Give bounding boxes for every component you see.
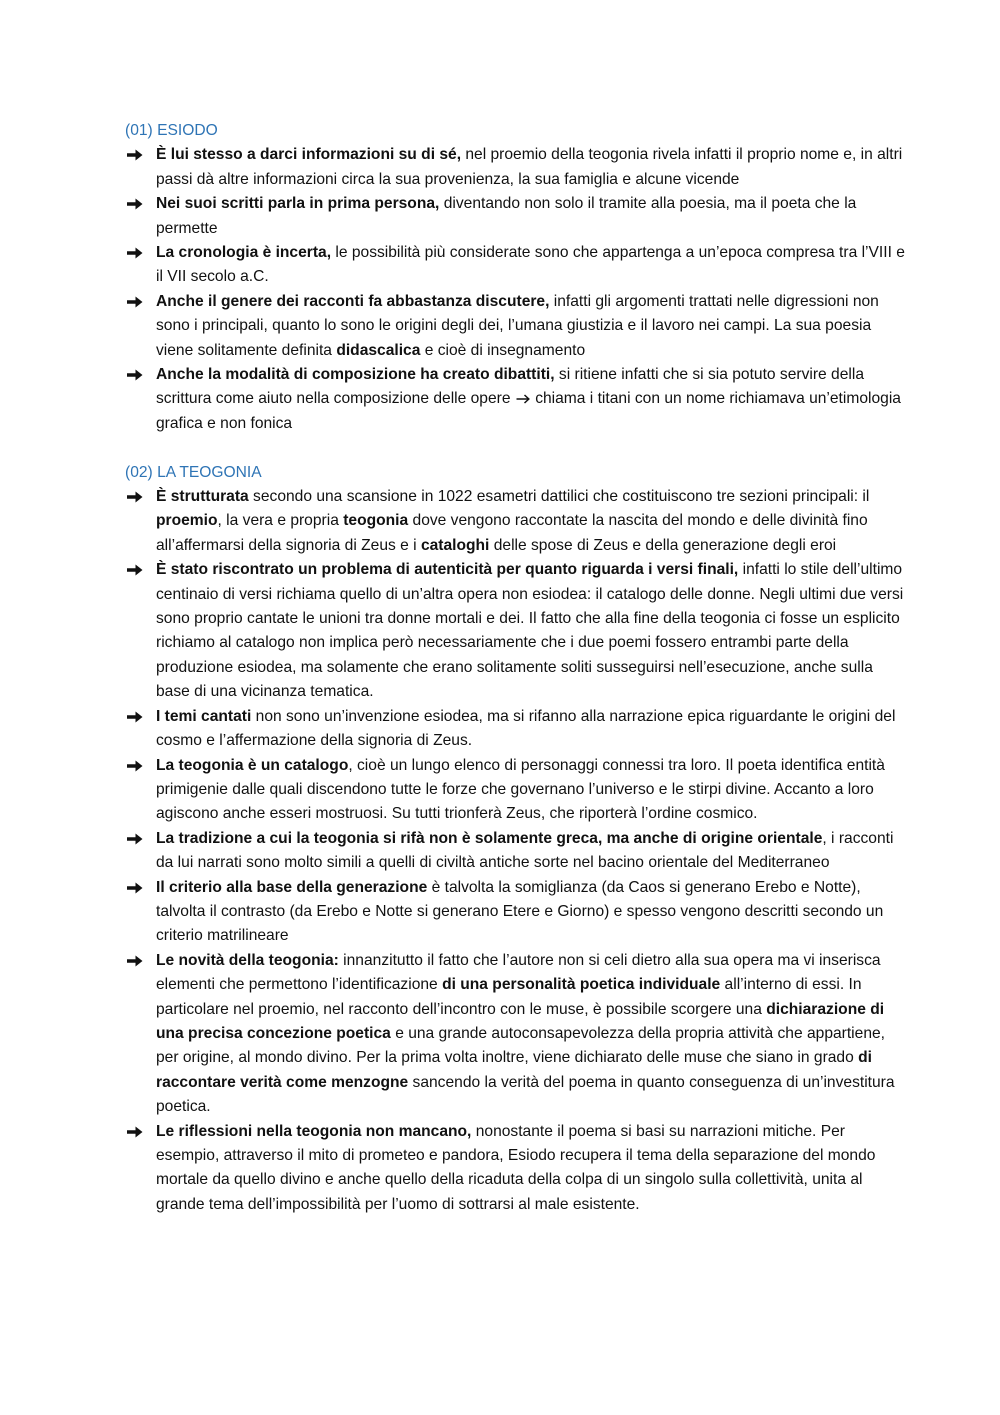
- body-text: e cioè di insegnamento: [420, 341, 586, 359]
- body-text: dove vengono raccontate la nascita del mondo e delle divinità fino all’affermarsi della signoria di Zeus e i: [156, 512, 868, 554]
- body-text: all’interno di essi. In particolare nel proemio, nel racconto dell’incontro con le muse, è possibile scorgere una: [156, 976, 862, 1018]
- bullet-item: [125, 363, 910, 436]
- bold-text: Le novità della teogonia:: [156, 951, 339, 969]
- bold-text: proemio: [156, 512, 218, 530]
- bold-arrow-right-icon: [127, 198, 143, 210]
- bold-text: È stato riscontrato un problema di autenticità per quanto riguarda i versi finali,: [156, 561, 739, 579]
- bullet-item: [125, 241, 910, 290]
- body-text: nonostante il poema si basi su narrazioni mitiche. Per esempio, attraverso il mito di prometeo e pandora, Esiodo recupera il tema della separazione del mondo mortale da quello divino e anche quello della ricaduta della colpa di un singolo sulla collettività, unita al grande tema dell’impossibilità per l’uomo di sottrarsi al male esistente.: [156, 1122, 876, 1213]
- body-text: e una grande autoconsapevolezza della propria attività che appartiene, per origine, al mondo divino. Per la prima volta inoltre, viene dichiarato delle muse che siano in grado: [156, 1024, 886, 1067]
- bullet-item: [125, 485, 910, 558]
- bold-arrow-right-icon: [127, 955, 143, 967]
- bold-text: È strutturata: [156, 488, 249, 506]
- bold-arrow-right-icon: [127, 247, 143, 259]
- bullet-item: [125, 290, 910, 363]
- bold-text: di raccontare verità come menzogne: [156, 1049, 872, 1091]
- body-text: secondo una scansione in 1022 esametri dattilici che costituiscono tre sezioni principali: il: [248, 488, 870, 506]
- bullet-item: [125, 827, 910, 876]
- bold-arrow-right-icon: [127, 833, 143, 845]
- bullet-item: [125, 558, 910, 704]
- bold-text: È lui stesso a darci informazioni su di sé,: [156, 146, 462, 164]
- body-text: , cioè un lungo elenco di personaggi connessi tra loro. Il poeta identifica entità primigenie dalle quali discendono tutte le forze che governano l’universo e le stirpi divine. Accanto a loro agiscono anche esseri mostruosi. Su tutti trionferà Zeus, che riporterà l’ordine cosmico.: [156, 756, 885, 823]
- bold-text: cataloghi: [420, 536, 490, 554]
- bold-text: Nei suoi scritti parla in prima persona,: [156, 195, 440, 213]
- bullet-list: [125, 143, 910, 436]
- section-teogonia: [125, 461, 910, 1218]
- body-text: chiama i titani con un nome richiamava un’etimologia grafica e non fonica: [156, 390, 901, 432]
- bold-text: Le riflessioni nella teogonia non mancano,: [156, 1122, 472, 1140]
- bold-text: di una personalità poetica individuale: [442, 976, 721, 994]
- body-text: infatti lo stile dell’ultimo centinaio di versi richiama quello di un’altra opera non esiodea: il catalogo delle donne. Negli ultimi due versi sono proprio cantate le unioni tra donne mortali e dei. Il fatto che alla fine della teogonia ci fosse un esplicito richiamo al catalogo non implica però necessariamente che i due poemi fossero entrambi parte della produzione esiodea, ma solamente che erano solitamente soliti susseguirsi nell’esecuzione, anche sulla base di una vicinanza tematica.: [156, 561, 904, 701]
- body-text: delle spose di Zeus e della generazione degli eroi: [489, 536, 837, 554]
- arrow-right-icon: [516, 394, 530, 404]
- body-text: infatti gli argomenti trattati nelle digressioni non sono i principali, quanto lo sono le origini degli dei, l’umana giustizia e il lavoro nei campi. La sua poesia viene solitamente definita: [156, 292, 879, 359]
- bold-text: Anche il genere dei racconti fa abbastanza discutere,: [156, 292, 550, 310]
- bold-text: La teogonia è un catalogo: [156, 756, 349, 774]
- bullet-list: [125, 485, 910, 1217]
- bold-text: Anche la modalità di composizione ha creato dibattiti,: [156, 366, 555, 384]
- bold-text: dichiarazione di una precisa concezione poetica: [156, 1000, 885, 1042]
- bold-arrow-right-icon: [127, 491, 143, 503]
- body-text: innanzitutto il fatto che l’autore non si celi dietro alla sua opera ma vi inserisca elementi che permettono l’identificazione: [156, 951, 881, 994]
- bold-text: Il criterio alla base della generazione: [156, 878, 428, 896]
- bold-arrow-right-icon: [127, 369, 143, 381]
- body-text: si ritiene infatti che si sia potuto servire della scrittura come aiuto nella composizione delle opere: [156, 366, 865, 408]
- bold-arrow-right-icon: [127, 296, 143, 308]
- bullet-item: [125, 1120, 910, 1218]
- body-text: le possibilità più considerate sono che appartenga a un’epoca compresa tra l’VIII e il VII secolo a.C.: [156, 244, 905, 286]
- body-text: nel proemio della teogonia rivela infatti il proprio nome e, in altri passi dà altre informazioni circa la sua provenienza, la sua famiglia e alcune vicende: [156, 146, 903, 188]
- body-text: diventando non solo il tramite alla poesia, ma il poeta che la permette: [156, 195, 857, 237]
- bold-text: La tradizione a cui la teogonia si rifà non è solamente greca, ma anche di origine orientale: [156, 829, 823, 847]
- bullet-item: [125, 876, 910, 949]
- bullet-item: [125, 949, 910, 1120]
- body-text: sancendo la verità del poema in quanto conseguenza di un’investitura poetica.: [156, 1073, 895, 1116]
- bold-arrow-right-icon: [127, 1126, 143, 1138]
- bold-text: I temi cantati: [156, 707, 252, 725]
- bullet-item: [125, 705, 910, 754]
- section-title: (02) LA TEOGONIA: [125, 463, 262, 481]
- body-text: , i racconti da lui narrati sono molto simili a quelli di civiltà antiche sorte nel bacino orientale del Mediterraneo: [156, 829, 894, 872]
- section-title: (01) ESIODO: [125, 122, 218, 139]
- document-body: [125, 119, 910, 1242]
- bold-arrow-right-icon: [127, 882, 143, 894]
- body-text: non sono un’invenzione esiodea, ma si rifanno alla narrazione epica riguardante le origini del cosmo e l’affermazione della signoria di Zeus.: [156, 707, 896, 750]
- bold-text: La cronologia è incerta,: [156, 244, 332, 262]
- bold-arrow-right-icon: [127, 149, 143, 161]
- bullet-item: [125, 192, 910, 241]
- bold-arrow-right-icon: [127, 711, 143, 723]
- bold-text: teogonia: [343, 512, 409, 530]
- bold-arrow-right-icon: [127, 564, 143, 576]
- body-text: è talvolta la somiglianza (da Caos si generano Erebo e Notte), talvolta il contrasto (da Erebo e Notte si generano Etere e Giorno) e spesso vengono descritti secondo un criterio matrilineare: [156, 878, 884, 945]
- bold-text: didascalica: [336, 341, 421, 359]
- bullet-item: [125, 754, 910, 827]
- bold-arrow-right-icon: [127, 760, 143, 772]
- section-esiodo: [125, 119, 910, 436]
- bullet-item: [125, 143, 910, 192]
- body-text: , la vera e propria: [217, 512, 344, 530]
